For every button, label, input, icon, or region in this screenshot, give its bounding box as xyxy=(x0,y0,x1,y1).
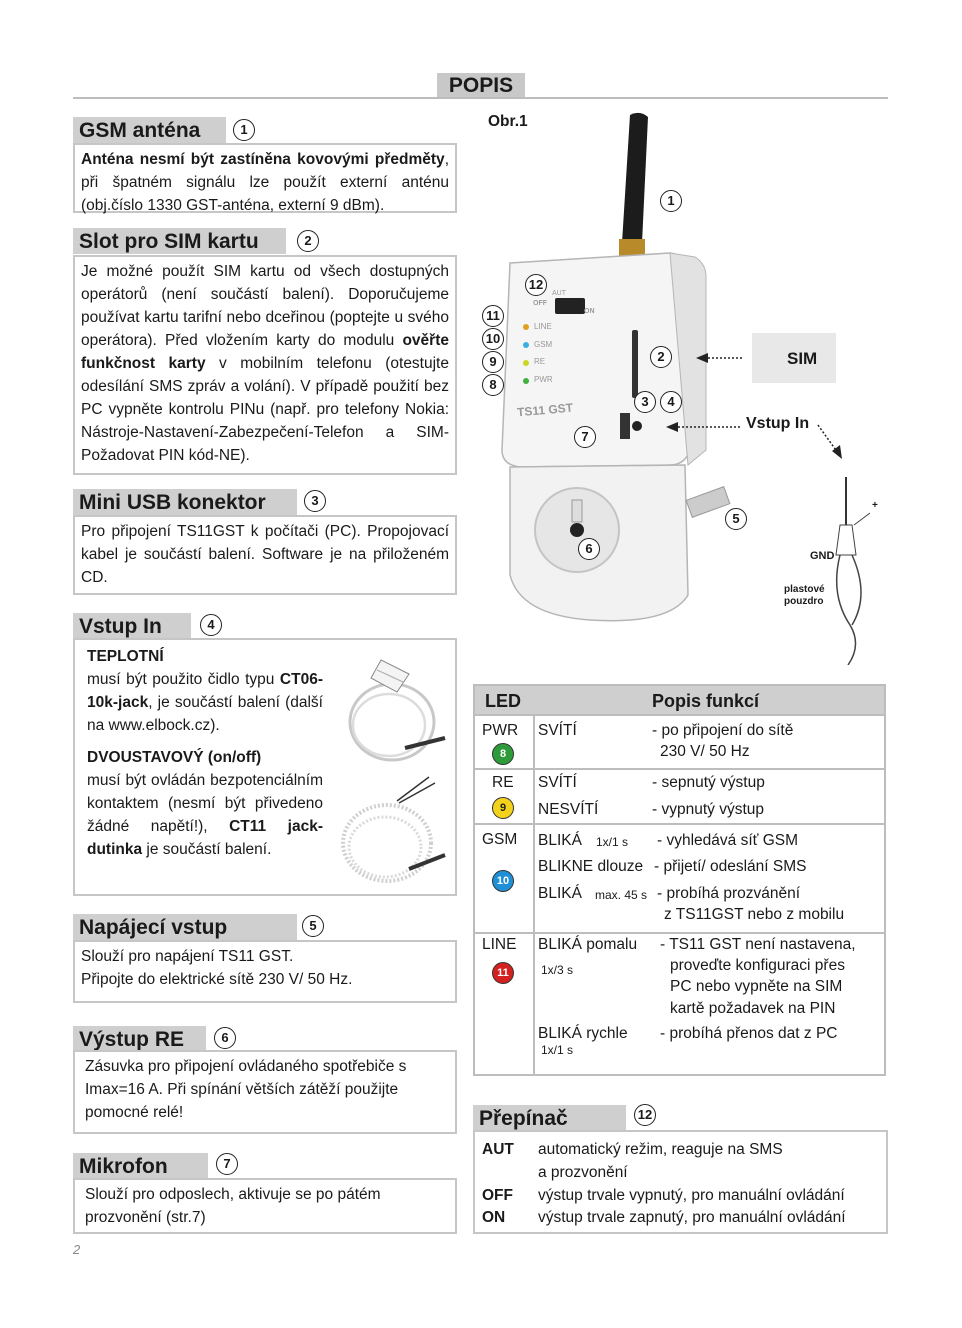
led-line-rate1: 1x/3 s xyxy=(541,963,574,977)
callout-2: 2 xyxy=(297,230,319,252)
vstup-box xyxy=(73,638,457,896)
led-re-state2: NESVÍTÍ xyxy=(538,801,599,818)
antenna-shape xyxy=(622,113,648,243)
led-line-desc1b: proveďte konfiguraci přes xyxy=(670,957,845,974)
dvoustavovy-heading: DVOUSTAVOVÝ (on/off) xyxy=(87,749,262,766)
section-title-gsm: GSM anténa xyxy=(73,117,226,143)
sim-box xyxy=(73,255,457,475)
led-gsm-desc3a: - probíhá prozvánění xyxy=(657,885,801,902)
page-title: POPIS xyxy=(437,73,525,97)
fig-callout-5: 5 xyxy=(725,508,747,530)
prepinac-off-text: výstup trvale vypnutý, pro manuální ovládání xyxy=(538,1187,845,1204)
usb-box xyxy=(73,515,457,595)
led-pwr-name: PWR xyxy=(482,722,519,739)
fig-model-label: TS11 GST xyxy=(516,400,574,420)
led-table xyxy=(473,684,886,1076)
header-rule xyxy=(73,97,888,99)
led-re-desc1: - sepnutý výstup xyxy=(652,774,765,791)
switch-shape xyxy=(555,298,585,314)
led-line-name: LINE xyxy=(482,936,517,953)
gsm-bold: Anténa nesmí být zastíněna kovovými předměty xyxy=(81,151,445,168)
fig-callout-10: 10 xyxy=(482,328,504,350)
fig-callout-4: 4 xyxy=(660,391,682,413)
callout-6: 6 xyxy=(214,1027,236,1049)
led-pwr-desc2: 230 V/ 50 Hz xyxy=(660,743,750,760)
led-re-indicator: 9 xyxy=(492,797,514,819)
plug-pin xyxy=(686,487,730,518)
dvoustavovy-text-a: musí být ovládán bezpotenciálním kontaktem (nesmí být přivedeno žádné napětí!), xyxy=(87,772,323,835)
led-line-rate2: 1x/1 s xyxy=(541,1043,574,1057)
led-re-name: RE xyxy=(492,774,514,791)
prepinac-on: ON xyxy=(482,1209,506,1226)
temperature-sensor-image xyxy=(337,650,447,770)
fig-sim-label: SIM xyxy=(787,349,818,368)
callout-3: 3 xyxy=(304,490,326,512)
led-line-desc1c: PC nebo vypněte na SIM xyxy=(670,978,843,995)
callout-1: 1 xyxy=(233,119,255,141)
page-number: 2 xyxy=(73,1242,81,1257)
fig-vstup-label: Vstup In xyxy=(746,415,810,432)
on-off-cable-image xyxy=(337,775,447,893)
led-line-desc1a: - TS11 GST není nastavena, xyxy=(660,936,856,953)
prepinac-off: OFF xyxy=(482,1187,513,1204)
prepinac-aut-text1: automatický režim, reaguje na SMS xyxy=(538,1141,783,1158)
section-title-vstup: Vstup In xyxy=(73,613,191,639)
led-pwr-indicator: 8 xyxy=(492,743,514,765)
header-desc: Popis funkcí xyxy=(652,691,760,711)
led-table-header xyxy=(475,686,884,714)
napajeci-box xyxy=(73,940,457,1003)
prepinac-aut-text2: a prozvonění xyxy=(538,1164,628,1181)
fig-re-label: RE xyxy=(534,357,546,366)
section-title-napajeci: Napájecí vstup xyxy=(73,914,297,940)
sim-bold: ověřte funkčnost karty xyxy=(81,332,449,372)
gsm-box xyxy=(73,143,457,213)
fig-gnd-label: GND xyxy=(810,550,835,562)
fig-callout-7: 7 xyxy=(574,426,596,448)
sim-text1: Je možné použít SIM kartu od všech dostupných operátorů (není součástí balení). Doporučujeme používat kartu tarifní nebo dceřinou (poptejte u svého operátora). Před vložením karty do modulu xyxy=(81,263,449,349)
dvoustavovy-text-c: je součástí balení. xyxy=(142,841,272,858)
napajeci-line2: Připojte do elektrické sítě 230 V/ 50 Hz. xyxy=(81,971,353,988)
led-gsm-state1: BLIKÁ xyxy=(538,832,582,849)
callout-7: 7 xyxy=(216,1153,238,1175)
napajeci-line1: Slouží pro napájení TS11 GST. xyxy=(81,948,294,965)
fig-callout-9: 9 xyxy=(482,351,504,373)
mikrofon-box xyxy=(73,1178,457,1234)
vystup-text: Zásuvka pro připojení ovládaného spotřebiče s Imax=16 A. Při spínání větších zátěží použijte pomocné relé! xyxy=(85,1058,407,1121)
device-illustration xyxy=(470,105,890,665)
led-gsm-rate1: 1x/1 s xyxy=(596,835,629,849)
teplotni-heading: TEPLOTNÍ xyxy=(87,648,164,665)
fig-callout-6: 6 xyxy=(578,538,600,560)
prepinac-box xyxy=(473,1130,888,1234)
fig-callout-3: 3 xyxy=(634,391,656,413)
fig-callout-1: 1 xyxy=(660,190,682,212)
led-line-desc1d: kartě požadavek na PIN xyxy=(670,1000,836,1017)
section-title-vystup: Výstup RE xyxy=(73,1026,206,1052)
fig-plus-label: + xyxy=(872,500,878,511)
usb-shape xyxy=(620,413,630,439)
led-gsm-desc3b: z TS11GST nebo z mobilu xyxy=(664,906,845,923)
led-gsm-state3: BLIKÁ xyxy=(538,885,582,902)
callout-12: 12 xyxy=(634,1104,656,1126)
fig-callout-2: 2 xyxy=(650,346,672,368)
fig-callout-11: 11 xyxy=(482,305,504,327)
mikrofon-text: Slouží pro odposlech, aktivuje se po pátém prozvonění (str.7) xyxy=(85,1186,381,1226)
section-title-sim: Slot pro SIM kartu xyxy=(73,228,286,254)
led-line-state1: BLIKÁ pomalu xyxy=(538,936,638,953)
usb-text: Pro připojení TS11GST k počítači (PC). Propojovací kabel je součástí balení. Software je na přiloženém CD. xyxy=(81,523,449,586)
callout-4: 4 xyxy=(200,614,222,636)
teplotni-sensor-type: CT06-10k-jack xyxy=(87,671,323,711)
led-gsm-desc2: - přijetí/ odeslání SMS xyxy=(654,858,807,875)
section-title-mikrofon: Mikrofon xyxy=(73,1153,208,1179)
led-line-state2: BLIKÁ rychle xyxy=(538,1025,628,1042)
led-pwr-desc1: - po připojení do sítě xyxy=(652,722,794,739)
fig-gsm-label: GSM xyxy=(534,340,553,349)
fig-off-label: OFF xyxy=(533,300,547,307)
fig-callout-8: 8 xyxy=(482,374,504,396)
svg-text:AUT: AUT xyxy=(552,290,566,297)
fig-callout-12: 12 xyxy=(525,274,547,296)
jack-shape xyxy=(632,421,642,431)
teplotni-text-c: , je součástí balení (další na www.elbock.cz). xyxy=(87,694,323,734)
gsm-text: , při špatném signálu lze použít externí anténu (obj.číslo 1330 GST-anténa, externí 9 dBm). xyxy=(81,151,449,214)
section-title-prepinac: Přepínač xyxy=(473,1105,626,1131)
sim-slot-shape xyxy=(632,330,638,398)
header-led: LED xyxy=(485,691,521,711)
dvoustavovy-cable-type: CT11 jack- dutinka xyxy=(87,818,323,858)
teplotni-text-a: musí být použito čidlo typu xyxy=(87,671,280,688)
led-re-state1: SVÍTÍ xyxy=(538,774,577,791)
figure-label: Obr.1 xyxy=(488,113,528,130)
led-gsm-name: GSM xyxy=(482,831,518,848)
led-pwr-state: SVÍTÍ xyxy=(538,722,577,739)
fig-pwr-label: PWR xyxy=(534,375,553,384)
led-gsm-state2: BLIKNE dlouze xyxy=(538,858,644,875)
led-gsm-indicator: 10 xyxy=(492,870,514,892)
callout-5: 5 xyxy=(302,915,324,937)
led-line-desc2: - probíhá přenos dat z PC xyxy=(660,1025,838,1042)
section-title-usb: Mini USB konektor xyxy=(73,489,297,515)
fig-plastove-label: plastové xyxy=(784,584,825,595)
sim-text2: v mobilním telefonu (otestujte odesílání SMS zpráv a volání). V případě použití bez PC vypněte kontrolu PINu (např. pro telefony Nokia: Nástroje-Nastavení-Zabezpečení-Telefon a SIM-Požadovat PIN kód-NE). xyxy=(81,355,449,464)
prepinac-aut: AUT xyxy=(482,1141,514,1158)
prepinac-on-text: výstup trvale zapnutý, pro manuální ovládání xyxy=(538,1209,846,1226)
fig-pouzdro-label: pouzdro xyxy=(784,596,824,607)
led-gsm-desc1: - vyhledává síť GSM xyxy=(657,832,799,849)
fig-line-label: LINE xyxy=(534,322,552,331)
led-gsm-rate3: max. 45 s xyxy=(595,888,648,902)
led-line-indicator: 11 xyxy=(492,962,514,984)
led-re-desc2: - vypnutý výstup xyxy=(652,801,764,818)
vystup-box xyxy=(73,1050,457,1134)
fig-on-label: ON xyxy=(584,308,595,315)
